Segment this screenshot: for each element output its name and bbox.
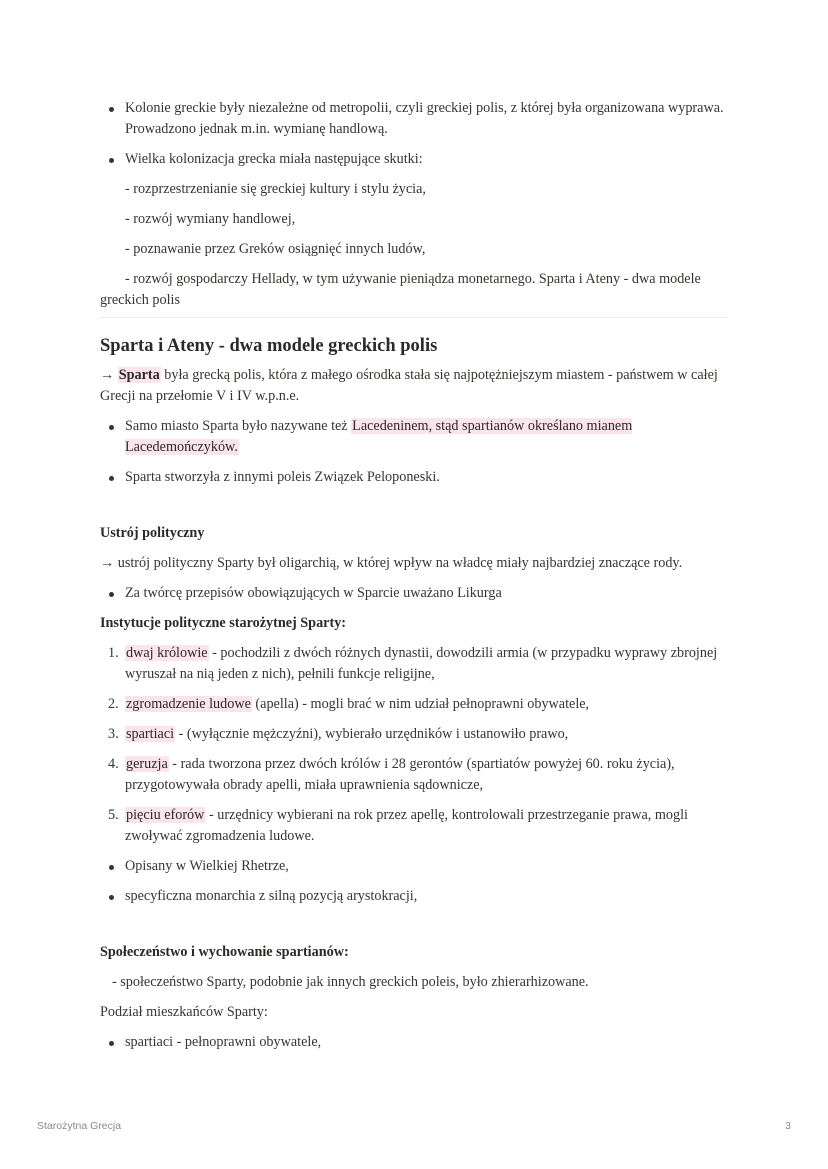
sparta-term: Sparta — [118, 367, 160, 383]
section-heading: Sparta i Ateny - dwa modele greckich polis — [100, 336, 438, 356]
institution-description: - pochodzili z dwóch różnych dynastii, dowodzili armia (w przypadku wyprawy zbrojnej wyruszał na nią jeden z nich), pełnili funkcje religijne, — [125, 645, 718, 682]
institution-description: - (wyłącznie mężczyźni), wybierało urzędników i ustanowiło prawo, — [175, 726, 569, 742]
footer-title: Starożytna Grecja — [37, 1120, 122, 1132]
sparta-bullet-list — [100, 416, 728, 488]
list-number: 3. — [108, 726, 119, 742]
divider — [100, 317, 728, 318]
page-footer — [37, 1116, 791, 1137]
list-item — [100, 98, 728, 140]
effect-line: - rozwój gospodarczy Hellady, w tym używanie pieniądza monetarnego. Sparta i Ateny - dwa modele greckich polis — [100, 271, 701, 308]
instytucje-numbered-list — [100, 643, 728, 847]
list-item — [100, 694, 728, 715]
institution-description: - urzędnicy wybierani na rok przez apellę, kontrolowali przestrzeganie prawa, mogli zwoływać zgromadzenia ludowe. — [125, 807, 688, 844]
bullet-text: Kolonie greckie były niezależne od metropolii, czyli greckiej polis, z której była organizowana wyprawa. Prowadzono jednak m.in. wymianę handlową. — [125, 100, 724, 137]
spacer — [100, 916, 728, 942]
list-number: 2. — [108, 696, 119, 712]
effect-line: - rozprzestrzenianie się greckiej kultury i stylu życia, — [125, 181, 426, 197]
list-item — [100, 1032, 728, 1053]
list-item — [100, 754, 728, 796]
institution-term: pięciu eforów — [126, 807, 205, 823]
list-item — [100, 805, 728, 847]
list-number: 1. — [108, 645, 119, 661]
institution-term: dwaj królowie — [126, 645, 208, 661]
ustroj-description: → ustrój polityczny Sparty był oligarchią, w której wpływ na władcę miały najbardziej znaczące rody. — [100, 555, 683, 571]
institution-description: (apella) - mogli brać w nim udział pełnoprawni obywatele, — [251, 696, 590, 712]
bullet-text: Samo miasto Sparta było nazywane też — [125, 418, 352, 434]
institution-description: - rada tworzona przez dwóch królów i 28 gerontów (spartiatów powyżej 60. roku życia), przygotowywała obrady apelli, miała uprawnienia sądownicze, — [125, 756, 675, 793]
bullet-text: specyficzna monarchia z silną pozycją arystokracji, — [125, 888, 418, 904]
list-item — [100, 467, 728, 488]
podzial-bullet-list — [100, 1032, 728, 1053]
list-number: 5. — [108, 807, 119, 823]
subheading-spoleczenstwo: Społeczeństwo i wychowanie spartianów: — [100, 944, 349, 960]
effect-line: - rozwój wymiany handlowej, — [125, 211, 296, 227]
institution-term: geruzja — [126, 756, 168, 772]
bullet-text: spartiaci - pełnoprawni obywatele, — [125, 1034, 322, 1050]
bullet-text: Opisany w Wielkiej Rhetrze, — [125, 858, 289, 874]
arrow-icon: → — [100, 367, 115, 383]
list-item — [100, 724, 728, 745]
list-item — [100, 149, 728, 170]
subheading-ustroj: Ustrój polityczny — [100, 525, 205, 541]
list-item — [100, 416, 728, 458]
document-page — [100, 98, 728, 1062]
effect-line: - poznawanie przez Greków osiągnięć innych ludów, — [125, 241, 426, 257]
list-item — [100, 856, 728, 877]
bullet-text: Sparta stworzyła z innymi poleis Związek Peloponeski. — [125, 469, 440, 485]
institution-term: spartiaci — [126, 726, 175, 742]
podzial-heading: Podział mieszkańców Sparty: — [100, 1004, 268, 1020]
list-item — [100, 886, 728, 907]
intro-bullet-list — [100, 98, 728, 170]
instytucje-bullet-list — [100, 856, 728, 907]
list-item — [100, 583, 728, 604]
highlighted-text: Lacedeninem, stąd spartianów określano mianem Lacedemończyków. — [125, 418, 633, 455]
spacer — [100, 497, 728, 523]
list-number: 4. — [108, 756, 119, 772]
spoleczenstwo-description: - społeczeństwo Sparty, podobnie jak innych greckich poleis, było zhierarhizowane. — [112, 974, 589, 990]
page-number: 3 — [785, 1120, 791, 1132]
bullet-text: Za twórcę przepisów obowiązujących w Sparcie uważano Likurga — [125, 585, 502, 601]
bullet-text: Wielka kolonizacja grecka miała następujące skutki: — [125, 151, 423, 167]
list-item — [100, 643, 728, 685]
institution-term: zgromadzenie ludowe — [126, 696, 251, 712]
sparta-intro-paragraph — [100, 365, 728, 407]
ustroj-bullet-list — [100, 583, 728, 604]
sparta-intro-text: była grecką polis, która z małego ośrodka stała się najpotężniejszym miastem - państwem w całej Grecji na przełomie V i IV w.p.n.e. — [100, 367, 718, 404]
subheading-instytucje: Instytucje polityczne starożytnej Sparty: — [100, 615, 347, 631]
